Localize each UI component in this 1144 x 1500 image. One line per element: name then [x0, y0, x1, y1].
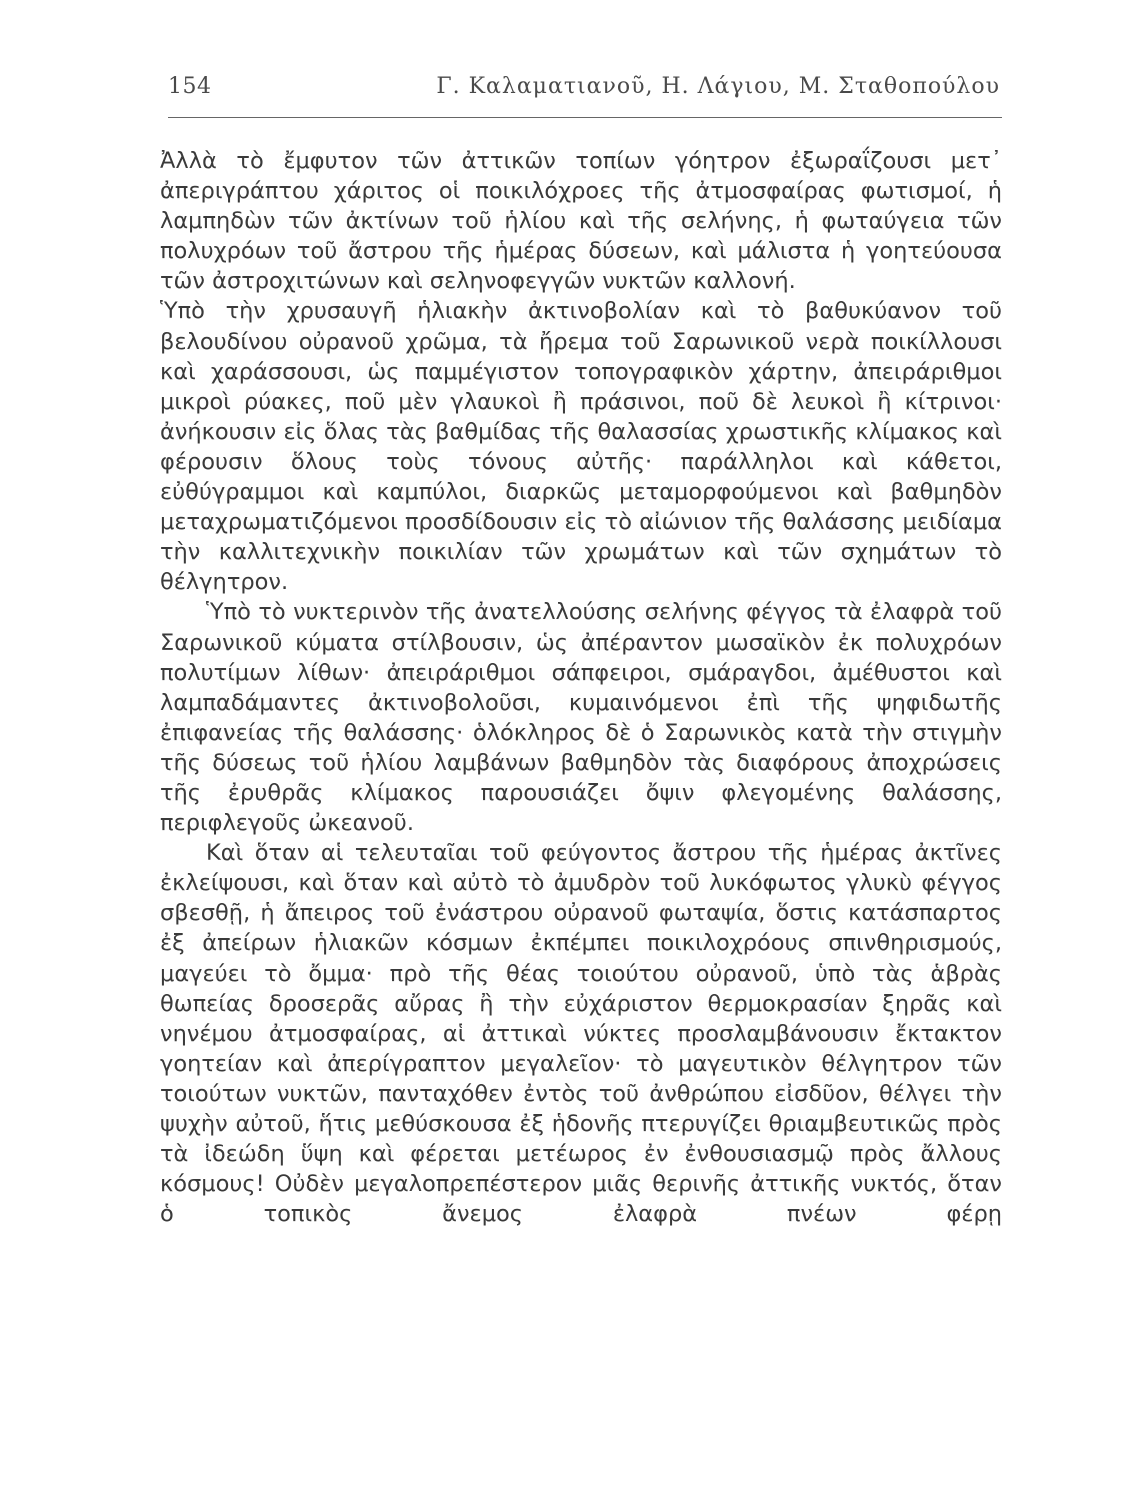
paragraph: Ἀλλὰ τὸ ἔμφυτον τῶν ἀττικῶν τοπίων γόητρον ἐξωραΐζουσι μετ᾽ ἀπεριγράπτου χάριτος οἱ ποικιλόχροες τῆς ἀτμοσφαίρας φωτισμοί, ἡ λαμπηδὼν τῶν ἀκτίνων τοῦ ἡλίου καὶ τῆς σελήνης, ἡ φωταύγεια τῶν πολυχρόων τοῦ ἄστρου τῆς ἡμέρας δύσεων, καὶ μάλιστα ἡ γοητεύουσα τῶν ἀστροχιτώνων καὶ σεληνοφεγγῶν νυκτῶν καλλονή. — [160, 148, 1002, 295]
paragraph: Ὑπὸ τὸ νυκτερινὸν τῆς ἀνατελλούσης σελήνης φέγγος τὰ ἐλαφρὰ τοῦ Σαρωνικοῦ κύματα στίλβουσιν, ὡς ἀπέραντον μωσαϊκὸν ἐκ πολυχρόων πολυτίμων λίθων· ἀπειράριθμοι σάπφειροι, σμάραγδοι, ἀμέθυστοι καὶ λαμπαδάμαντες ἀκτινοβολοῦσι, κυμαινόμενοι ἐπὶ τῆς ψηφιδωτῆς ἐπιφανείας τῆς θαλάσσης· ὁλόκληρος δὲ ὁ Σαρωνικὸς κατὰ τὴν στιγμὴν τῆς δύσεως τοῦ ἡλίου λαμβάνων βαθμηδὸν τὰς διαφόρους ἀποχρώσεις τῆς ἐρυθρᾶς κλίμακος παρουσιάζει ὄψιν φλεγομένης θαλάσσης, περιφλεγοῦς ὠκεανοῦ. — [160, 599, 1002, 837]
body-text — [160, 146, 1002, 1229]
running-head — [168, 74, 1000, 114]
paragraph: Ὑπὸ τὴν χρυσαυγῆ ἡλιακὴν ἀκτινοβολίαν καὶ τὸ βαθυκύανον τοῦ βελουδίνου οὐρανοῦ χρῶμα, τὰ ἤρεμα τοῦ Σαρωνικοῦ νερὰ ποικίλλουσι καὶ χαράσσουσι, ὡς παμμέγιστον τοπογραφικὸν χάρτην, ἀπειράριθμοι μικροὶ ρύακες, ποῦ μὲν γλαυκοὶ ἢ πράσινοι, ποῦ δὲ λευκοὶ ἢ κίτρινοι· ἀνήκουσιν εἰς ὅλας τὰς βαθμίδας τῆς θαλασσίας χρωστικῆς κλίμακος καὶ φέρουσιν ὅλους τοὺς τόνους αὐτῆς· παράλληλοι καὶ κάθετοι, εὐθύγραμμοι καὶ καμπύλοι, διαρκῶς μεταμορφούμενοι καὶ βαθμηδὸν μεταχρωματιζόμενοι προσδίδουσιν εἰς τὸ αἰώνιον τῆς θαλάσσης μειδίαμα τὴν καλλιτεχνικὴν ποικιλίαν τῶν χρωμάτων καὶ τῶν σχημάτων τὸ θέλγητρον. — [160, 298, 1002, 596]
paragraph: Καὶ ὅταν αἱ τελευταῖαι τοῦ φεύγοντος ἄστρου τῆς ἡμέρας ἀκτῖνες ἐκλείψουσι, καὶ ὅταν καὶ αὐτὸ τὸ ἀμυδρὸν τοῦ λυκόφωτος γλυκὺ φέγγος σβεσθῇ, ἡ ἄπειρος τοῦ ἐνάστρου οὐρανοῦ φωταψία, ὅστις κατάσπαρτος ἐξ ἀπείρων ἡλιακῶν κόσμων ἐκπέμπει ποικιλοχρόους σπινθηρισμούς, μαγεύει τὸ ὄμμα· πρὸ τῆς θέας τοιούτου οὐρανοῦ, ὑπὸ τὰς ἁβρὰς θωπείας δροσερᾶς αὔρας ἢ τὴν εὐχάριστον θερμοκρασίαν ξηρᾶς καὶ νηνέμου ἀτμοσφαίρας, αἱ ἀττικαὶ νύκτες προσλαμβάνουσιν ἔκτακτον γοητείαν καὶ ἀπερίγραπτον μεγαλεῖον· τὸ μαγευτικὸν θέλγητρον τῶν τοιούτων νυκτῶν, πανταχόθεν ἐντὸς τοῦ ἀνθρώπου εἰσδῦον, θέλγει τὴν ψυχὴν αὐτοῦ, ἥτις μεθύσκουσα ἐξ ἡδονῆς πτερυγίζει θριαμβευτικῶς πρὸς τὰ ἰδεώδη ὕψη καὶ φέρεται μετέωρος ἐν ἐνθουσιασμῷ πρὸς ἄλλους κόσμους! Οὐδὲν μεγαλοπρεπέστερον μιᾶς θερινῆς ἀττικῆς νυκτός, ὅταν ὁ τοπικὸς ἄνεμος ἐλαφρὰ πνέων φέρῃ — [160, 840, 1002, 1228]
running-title-authors: Γ. Καλαματιανοῦ, Η. Λάγιου, Μ. Σταθοπούλου — [436, 74, 1000, 99]
header-rule — [168, 117, 1002, 118]
page-number: 154 — [168, 74, 212, 99]
